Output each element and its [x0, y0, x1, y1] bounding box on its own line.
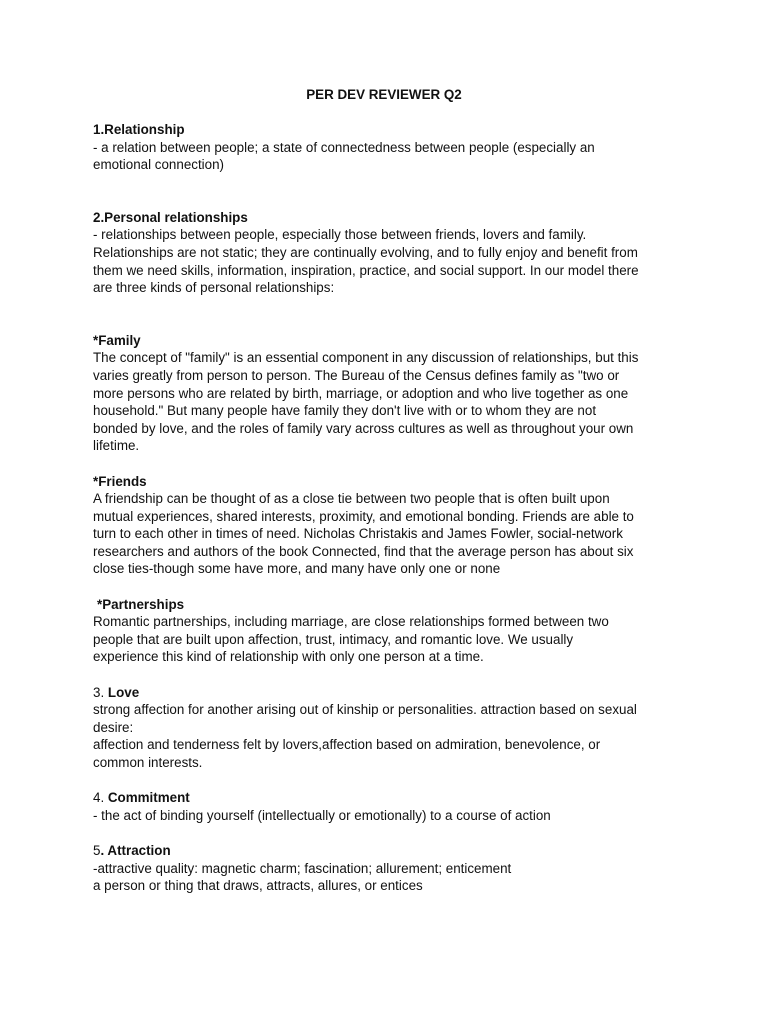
section-commitment — [93, 789, 683, 824]
section-line: affection and tenderness felt by lovers,affection based on admiration, benevolence, or — [93, 737, 601, 753]
section-relationship — [93, 121, 683, 174]
section-personal-relationships — [93, 209, 683, 297]
spacer — [93, 824, 683, 842]
section-heading: *Partnerships — [97, 596, 185, 612]
section-line: them we need skills, information, inspiration, practice, and social support. In our model there — [93, 262, 639, 278]
section-line: strong affection for another arising out of kinship or personalities. attraction based on sexual — [93, 702, 637, 718]
section-heading: 1.Relationship — [93, 122, 185, 137]
section-line: researchers and authors of the book Connected, find that the average person has about six — [93, 543, 634, 559]
section-line: turn to each other in times of need. Nicholas Christakis and James Fowler, social-network — [93, 526, 623, 542]
section-family — [93, 332, 683, 455]
spacer — [93, 455, 683, 473]
section-line: emotional connection) — [93, 157, 225, 173]
spacer — [93, 297, 683, 332]
spacer — [93, 666, 683, 684]
section-heading — [93, 842, 683, 860]
spacer — [93, 578, 683, 596]
section-number: 3. — [93, 684, 108, 700]
section-line: desire: — [93, 719, 134, 735]
section-line: close ties-though some have more, and many have only one or none — [93, 561, 501, 577]
section-heading: 2.Personal relationships — [93, 209, 248, 225]
section-number: 5 — [93, 842, 101, 858]
section-line: - relationships between people, especially those between friends, lovers and family. — [93, 227, 587, 243]
section-line: Romantic partnerships, including marriage, are close relationships formed between two — [93, 614, 609, 630]
section-heading-text: Commitment — [107, 790, 190, 806]
section-heading-text: . Attraction — [100, 842, 171, 858]
section-line: -attractive quality: magnetic charm; fascination; allurement; enticement — [93, 860, 512, 876]
spacer — [93, 772, 683, 790]
section-line: household." But many people have family they don't live with or to whom they are not — [93, 403, 597, 419]
section-line: A friendship can be thought of as a close tie between two people that is often built upon — [93, 491, 610, 507]
section-line: experience this kind of relationship with only one person at a time. — [93, 649, 484, 665]
section-line: more persons who are related by birth, marriage, or adoption and who live together as one — [93, 385, 629, 401]
section-attraction — [93, 842, 683, 895]
section-line: varies greatly from person to person. The Bureau of the Census defines family as "two or — [93, 367, 620, 383]
section-line: Relationships are not static; they are continually evolving, and to fully enjoy and benefit from — [93, 244, 638, 260]
section-heading — [93, 789, 683, 807]
section-heading-text: Love — [107, 684, 140, 700]
section-love — [93, 684, 683, 772]
section-line: - a relation between people; a state of connectedness between people (especially an — [93, 139, 595, 155]
section-line: - the act of binding yourself (intellectually or emotionally) to a course of action — [93, 807, 551, 823]
section-line: lifetime. — [93, 438, 140, 454]
section-line: a person or thing that draws, attracts, allures, or entices — [93, 878, 423, 894]
section-line: mutual experiences, shared interests, proximity, and emotional bonding. Friends are able to — [93, 508, 634, 524]
document-page — [93, 86, 683, 895]
section-heading — [93, 684, 683, 702]
section-heading: *Family — [93, 332, 141, 348]
section-line: are three kinds of personal relationships: — [93, 280, 335, 296]
section-line: people that are built upon affection, trust, intimacy, and romantic love. We usually — [93, 631, 574, 647]
section-line: bonded by love, and the roles of family vary across cultures as well as throughout your own — [93, 420, 634, 436]
section-partnerships — [93, 596, 683, 666]
section-number: 4. — [93, 790, 108, 806]
section-friends — [93, 473, 683, 579]
spacer — [93, 174, 683, 209]
section-line: The concept of "family" is an essential component in any discussion of relationships, but this — [93, 350, 639, 366]
section-line: common interests. — [93, 755, 203, 770]
section-heading: *Friends — [93, 473, 147, 489]
document-title: PER DEV REVIEWER Q2 — [306, 87, 462, 102]
